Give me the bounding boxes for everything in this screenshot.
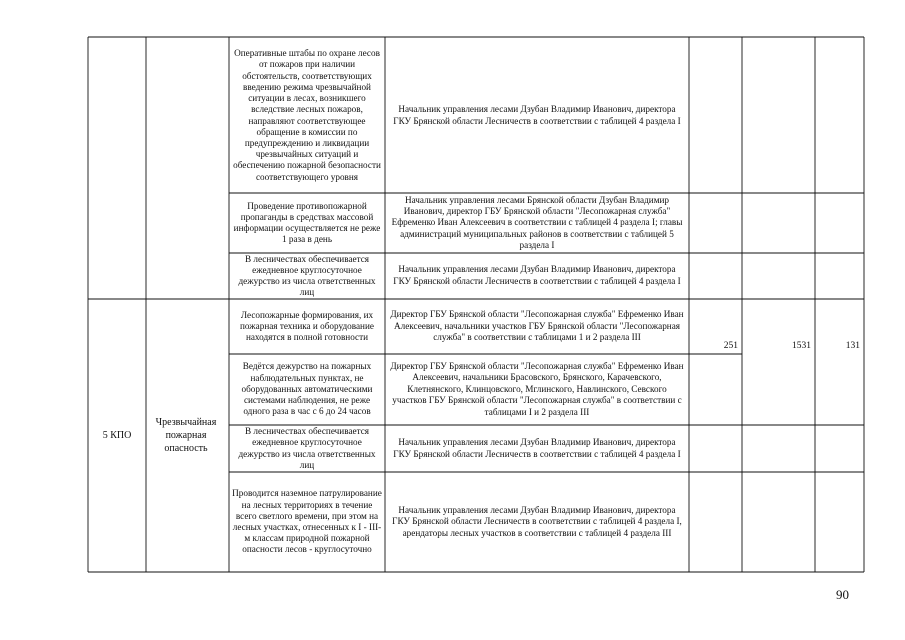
fire-danger-level-code: 5 КПО <box>102 429 132 441</box>
measure-cell: Оперативные штабы по охране лесов от пожаров при наличии обстоятельств, соответствующих введению режима чрезвычайной ситуации в лесах, возникшего вследствие лесных пожаров, направляют соответствующее обращение в комиссии по предупреждению и ликвидации чрезвычайных ситуаций и обеспечению пожарной безопасности соответствующего уровня <box>233 48 381 182</box>
measure-cell: Проведение противопожарной пропаганды в средствах массовой информации осуществляется не реже 1 раза в день <box>233 200 381 245</box>
measure-cell: Ведётся дежурство на пожарных наблюдательных пунктах, не оборудованных автоматическими системами наблюдения, не реже одного раза в час с 6 до 24 часов <box>241 361 373 417</box>
measure-cell: Лесопожарные формирования, их пожарная техника и оборудование находятся в полной готовности <box>240 309 374 343</box>
responsible-cell: Начальник управления лесами Дзубан Владимир Иванович, директора ГКУ Брянской области Лесничеств в соответствии с таблицей 4 раздела I <box>393 264 681 286</box>
responsible-cell: Директор ГБУ Брянской области "Лесопожарная служба" Ефременко Иван Алексеевич, начальники Брасовского, Брянского, Карачевского, Клетнянского, Клинцовского, Мглинского, Навлинского, Севского участков ГБУ Брянской области "Лесопожарная служба" в соответствии с таблицами I и 2 раздела III <box>390 360 684 417</box>
number-cell: 1531 <box>792 341 811 351</box>
measure-cell: В лесничествах обеспечивается ежедневное круглосуточное дежурство из числа ответственных лиц <box>238 426 376 470</box>
responsible-cell: Начальник управления лесами Дзубан Владимир Иванович, директора ГКУ Брянской области Лесничеств в соответствии с таблицей 4 раздела I <box>393 103 681 126</box>
responsible-cell: Начальник управления лесами Брянской области Дзубан Владимир Иванович, директор ГБУ Брянской области "Лесопожарная служба" Ефременко Иван Алексеевич в соответствии с таблицей 4 раздела I; главы администраций муниципальных районов в соответствии с таблицей 5 раздела I <box>391 194 683 250</box>
measure-cell: Проводится наземное патрулирование на лесных территориях в течение всего светлого времени, при этом на лесных участках, отнесенных к I - III-м классам природной пожарной опасности лесов - круглосуточно <box>232 488 382 555</box>
number-cell: 251 <box>723 341 738 351</box>
fire-danger-level-name: Чрезвычайная пожарная опасность <box>155 417 217 454</box>
responsible-cell: Начальник управления лесами Дзубан Владимир Иванович, директора ГКУ Брянской области Лесничеств в соответствии с таблицей 4 раздела I <box>393 436 681 459</box>
measure-cell: В лесничествах обеспечивается ежедневное круглосуточное дежурство из числа ответственных лиц <box>238 253 376 298</box>
number-cell: 131 <box>845 341 860 351</box>
responsible-cell: Начальник управления лесами Дзубан Владимир Иванович, директора ГКУ Брянской области Лесничеств в соответствии с таблицей 4 раздела I, арендаторы лесных участков в соответствии с таблицей 4 раздела III <box>392 504 682 538</box>
page-number: 90 <box>836 587 849 602</box>
responsible-cell: Директор ГБУ Брянской области "Лесопожарная служба" Ефременко Иван Алексеевич, начальники участков ГБУ Брянской области "Лесопожарная служба" в соответствии с таблицами 1 и 2 раздела III <box>390 309 684 343</box>
